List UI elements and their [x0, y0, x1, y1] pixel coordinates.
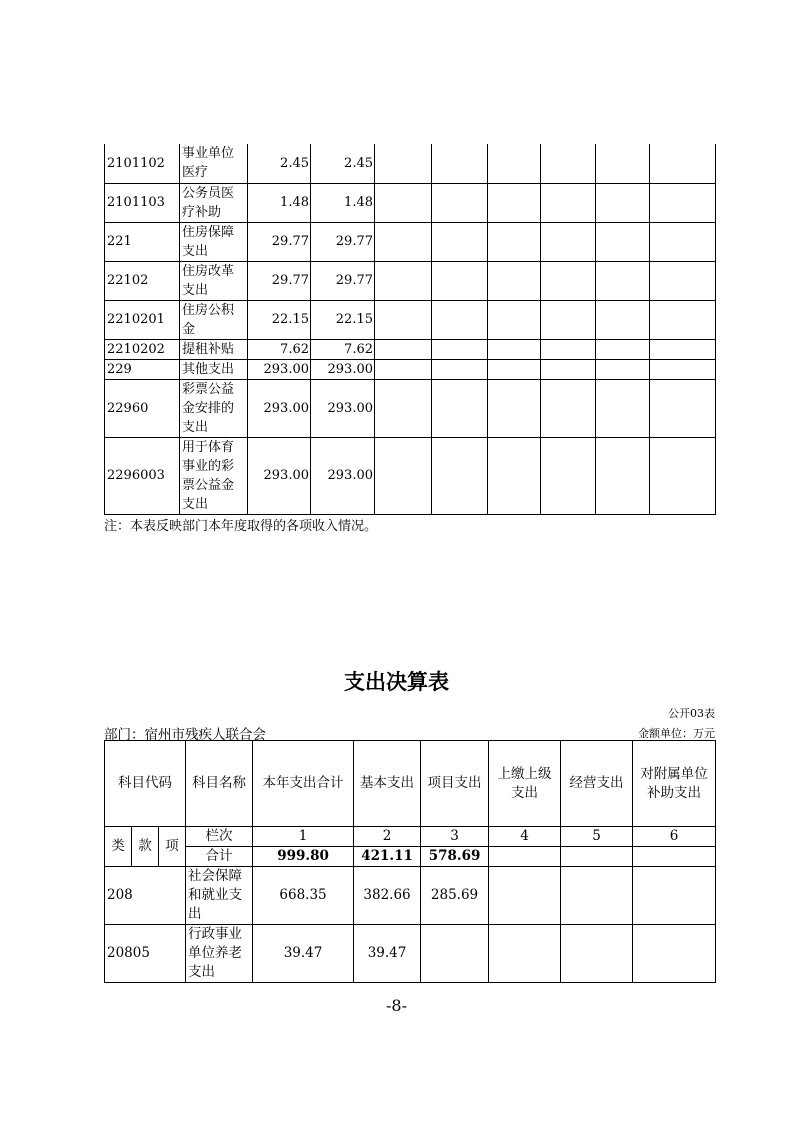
page-title: 支出决算表 [344, 670, 449, 694]
empty-cell [488, 261, 541, 300]
page-number: -8- [386, 996, 407, 1015]
table-note: 注：本表反映部门本年度取得的各项收入情况。 [104, 519, 378, 534]
row-business [561, 867, 633, 925]
row-basic: 29.77 [311, 222, 375, 261]
empty-cell [375, 437, 432, 514]
empty-cell [541, 339, 596, 359]
empty-cell [375, 359, 432, 379]
sub-header-lanci: 栏次 [186, 827, 253, 847]
row-name: 提租补贴 [180, 339, 248, 359]
empty-cell [650, 144, 716, 183]
header-name: 科目名称 [186, 741, 253, 827]
sub-header-lei: 类 [105, 827, 132, 867]
row-basic: 1.48 [311, 183, 375, 222]
empty-cell [375, 261, 432, 300]
column-number: 2 [354, 827, 421, 847]
header-basic: 基本支出 [354, 741, 421, 827]
sum-upper [489, 847, 561, 867]
empty-cell [650, 437, 716, 514]
empty-cell [375, 379, 432, 437]
row-total: 2.45 [248, 144, 311, 183]
row-basic: 382.66 [354, 867, 421, 925]
row-basic: 7.62 [311, 339, 375, 359]
empty-cell [488, 183, 541, 222]
table-row [105, 379, 716, 437]
empty-cell [596, 183, 650, 222]
row-code: 2101103 [105, 183, 180, 222]
empty-cell [488, 144, 541, 183]
empty-cell [541, 379, 596, 437]
row-total: 668.35 [253, 867, 354, 925]
empty-cell [432, 183, 488, 222]
row-code: 208 [105, 867, 186, 925]
header-row [105, 741, 716, 827]
row-total: 1.48 [248, 183, 311, 222]
empty-cell [488, 300, 541, 339]
header-business: 经营支出 [561, 741, 633, 827]
department-label: 部门：宿州市残疾人联合会 [104, 727, 266, 743]
empty-cell [596, 261, 650, 300]
empty-cell [596, 222, 650, 261]
empty-cell [432, 300, 488, 339]
row-name: 行政事业单位养老支出 [186, 925, 253, 983]
empty-cell [432, 222, 488, 261]
empty-cell [488, 222, 541, 261]
empty-cell [650, 379, 716, 437]
row-basic: 39.47 [354, 925, 421, 983]
empty-cell [541, 300, 596, 339]
row-code: 2296003 [105, 437, 180, 514]
row-name: 住房公积金 [180, 300, 248, 339]
column-number: 6 [633, 827, 716, 847]
table-row [105, 300, 716, 339]
row-total: 293.00 [248, 359, 311, 379]
empty-cell [432, 437, 488, 514]
empty-cell [596, 379, 650, 437]
empty-cell [650, 261, 716, 300]
empty-cell [596, 300, 650, 339]
row-total: 29.77 [248, 261, 311, 300]
empty-cell [432, 339, 488, 359]
empty-cell [488, 339, 541, 359]
row-code: 2101102 [105, 144, 180, 183]
header-subsidiary: 对附属单位补助支出 [633, 741, 716, 827]
row-basic: 293.00 [311, 359, 375, 379]
row-basic: 29.77 [311, 261, 375, 300]
row-basic: 293.00 [311, 437, 375, 514]
sub-header-kuan: 款 [132, 827, 159, 867]
empty-cell [432, 261, 488, 300]
row-total: 293.00 [248, 379, 311, 437]
row-total: 7.62 [248, 339, 311, 359]
row-upper [489, 925, 561, 983]
row-code: 20805 [105, 925, 186, 983]
amount-unit-label: 金额单位：万元 [638, 727, 715, 740]
table-row [105, 339, 716, 359]
row-name: 社会保障和就业支出 [186, 867, 253, 925]
empty-cell [432, 379, 488, 437]
empty-cell [541, 222, 596, 261]
row-name: 彩票公益金安排的支出 [180, 379, 248, 437]
row-subsidiary [633, 925, 716, 983]
column-number: 4 [489, 827, 561, 847]
empty-cell [596, 339, 650, 359]
empty-cell [541, 437, 596, 514]
row-code: 221 [105, 222, 180, 261]
table-row [105, 437, 716, 514]
sub-header-xiang: 项 [159, 827, 186, 867]
row-total: 293.00 [248, 437, 311, 514]
header-upper: 上缴上级支出 [489, 741, 561, 827]
sum-subsidiary [633, 847, 716, 867]
table-row [105, 359, 716, 379]
header-code: 科目代码 [105, 741, 186, 827]
header-total: 本年支出合计 [253, 741, 354, 827]
empty-cell [375, 144, 432, 183]
table-row [105, 144, 716, 183]
empty-cell [650, 359, 716, 379]
empty-cell [596, 144, 650, 183]
column-number: 3 [421, 827, 489, 847]
row-code: 22102 [105, 261, 180, 300]
table-number: 公开03表 [668, 707, 715, 720]
sum-business [561, 847, 633, 867]
row-basic: 22.15 [311, 300, 375, 339]
header-project: 项目支出 [421, 741, 489, 827]
empty-cell [432, 359, 488, 379]
table-row [105, 867, 716, 925]
expense-table [104, 740, 716, 983]
empty-cell [375, 300, 432, 339]
row-basic: 293.00 [311, 379, 375, 437]
row-basic: 2.45 [311, 144, 375, 183]
row-total: 29.77 [248, 222, 311, 261]
row-subsidiary [633, 867, 716, 925]
row-code: 2210202 [105, 339, 180, 359]
row-name: 住房保障支出 [180, 222, 248, 261]
empty-cell [488, 379, 541, 437]
row-name: 公务员医疗补助 [180, 183, 248, 222]
empty-cell [432, 144, 488, 183]
sum-total: 999.80 [253, 847, 354, 867]
row-project [421, 925, 489, 983]
sum-row [105, 847, 716, 867]
empty-cell [596, 437, 650, 514]
empty-cell [541, 261, 596, 300]
row-business [561, 925, 633, 983]
sum-project: 578.69 [421, 847, 489, 867]
empty-cell [650, 222, 716, 261]
sum-label: 合计 [186, 847, 253, 867]
table-row [105, 925, 716, 983]
column-number: 1 [253, 827, 354, 847]
empty-cell [650, 300, 716, 339]
income-table-continued [104, 144, 716, 515]
row-upper [489, 867, 561, 925]
empty-cell [488, 437, 541, 514]
column-number-row [105, 827, 716, 847]
column-number: 5 [561, 827, 633, 847]
empty-cell [375, 222, 432, 261]
empty-cell [650, 339, 716, 359]
table-row [105, 183, 716, 222]
row-name: 事业单位医疗 [180, 144, 248, 183]
row-code: 2210201 [105, 300, 180, 339]
table-row [105, 222, 716, 261]
empty-cell [375, 339, 432, 359]
sum-basic: 421.11 [354, 847, 421, 867]
row-total: 22.15 [248, 300, 311, 339]
row-code: 229 [105, 359, 180, 379]
empty-cell [541, 144, 596, 183]
empty-cell [541, 359, 596, 379]
empty-cell [488, 359, 541, 379]
table-row [105, 261, 716, 300]
empty-cell [541, 183, 596, 222]
row-name: 其他支出 [180, 359, 248, 379]
empty-cell [650, 183, 716, 222]
empty-cell [596, 359, 650, 379]
row-project: 285.69 [421, 867, 489, 925]
row-name: 用于体育事业的彩票公益金支出 [180, 437, 248, 514]
row-code: 22960 [105, 379, 180, 437]
empty-cell [375, 183, 432, 222]
row-total: 39.47 [253, 925, 354, 983]
row-name: 住房改革支出 [180, 261, 248, 300]
